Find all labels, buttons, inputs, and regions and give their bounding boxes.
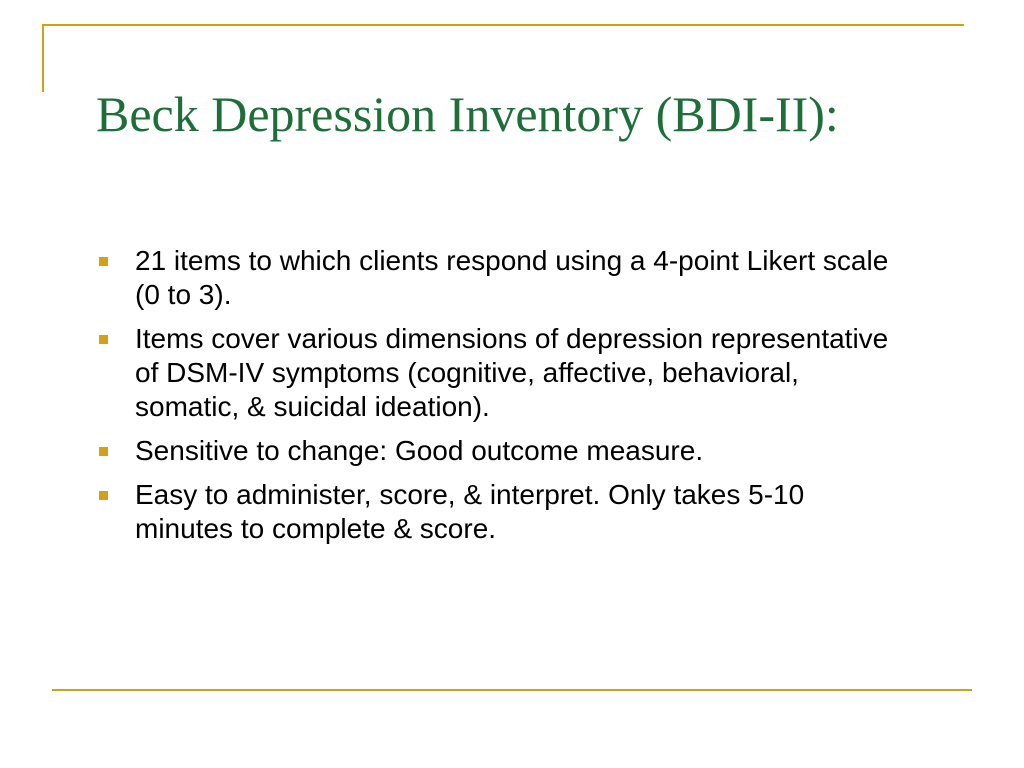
bullet-list [96, 244, 896, 556]
bullet-item [96, 478, 896, 546]
square-bullet-icon [99, 447, 108, 456]
frame-bottom-line [52, 689, 972, 691]
frame-left-line [42, 24, 44, 92]
bullet-item [96, 244, 896, 312]
square-bullet-icon [99, 491, 108, 500]
bullet-text: Items cover various dimensions of depression representative of DSM-IV symptoms (cognitive, affective, behavioral, somatic, & suicidal ideation). [135, 323, 889, 422]
square-bullet-icon [99, 335, 108, 344]
bullet-text: 21 items to which clients respond using a 4-point Likert scale (0 to 3). [135, 245, 889, 310]
slide-title: Beck Depression Inventory (BDI-II): [96, 86, 839, 142]
bullet-item [96, 322, 896, 424]
bullet-text: Sensitive to change: Good outcome measure. [135, 435, 704, 466]
square-bullet-icon [99, 257, 108, 266]
bullet-text: Easy to administer, score, & interpret. Only takes 5-10 minutes to complete & score. [135, 479, 805, 544]
frame-top-line [42, 24, 964, 26]
bullet-item [96, 434, 896, 468]
